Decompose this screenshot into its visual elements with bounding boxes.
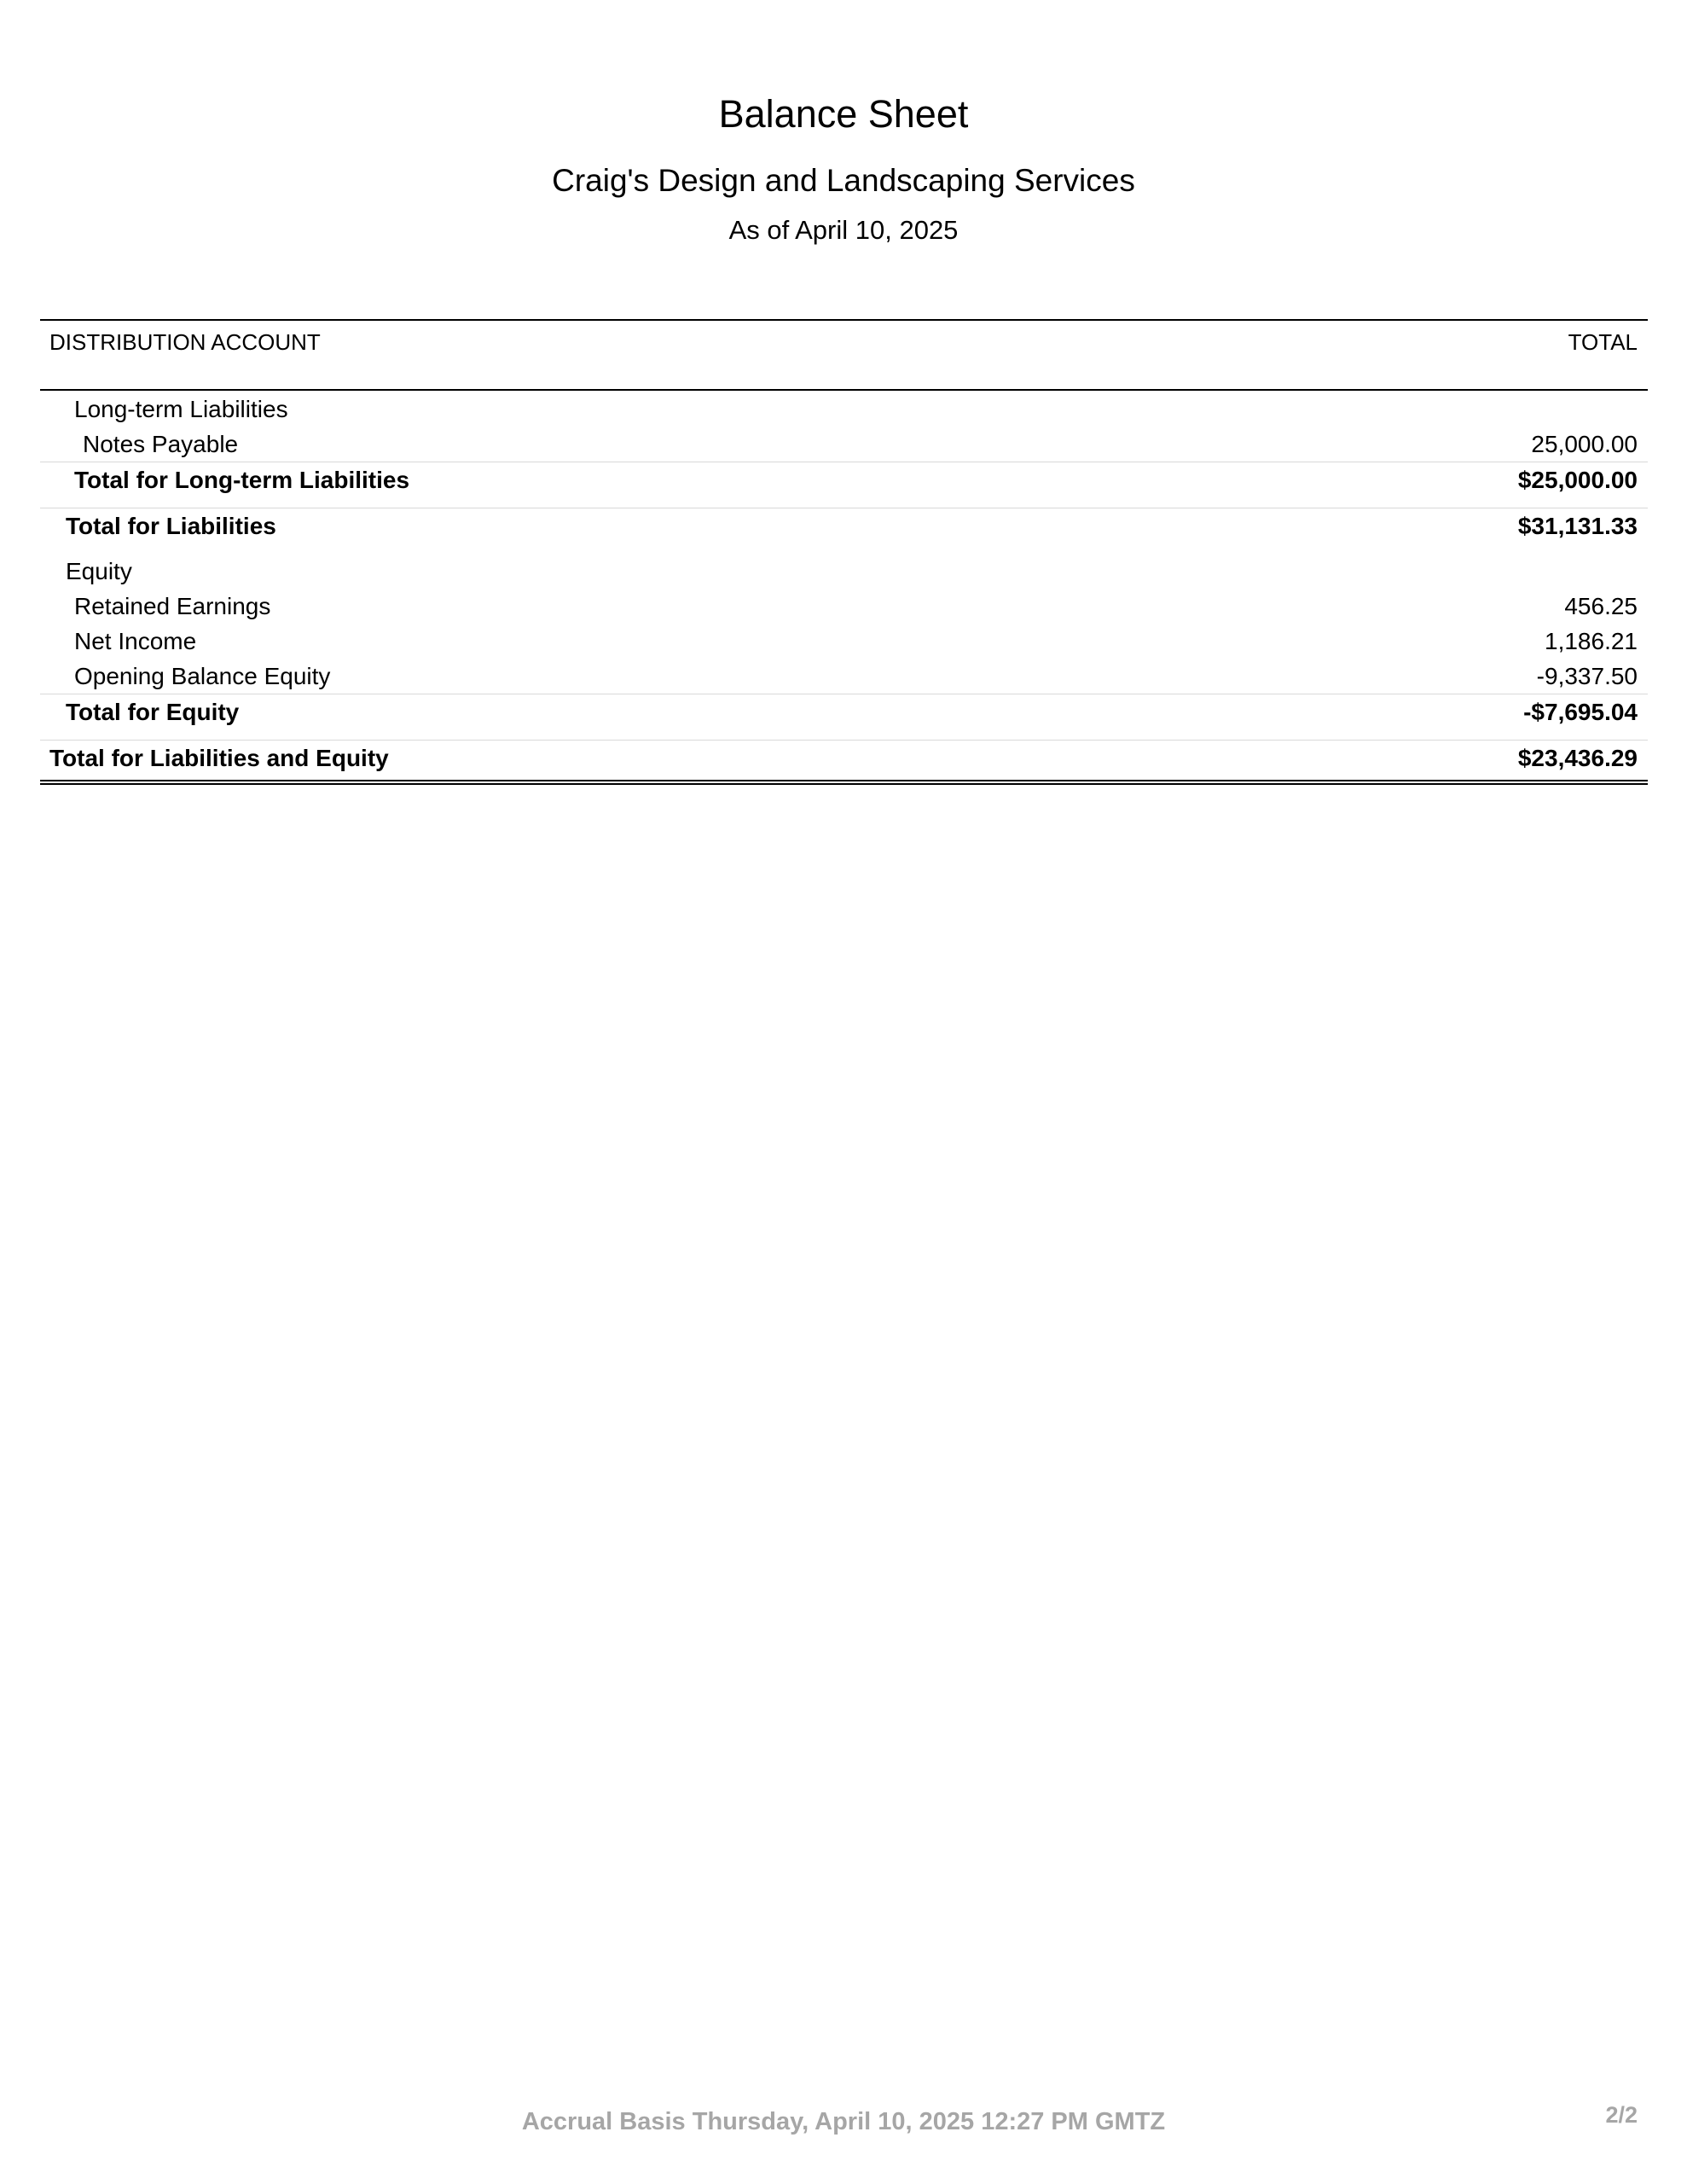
table-header [40, 319, 1648, 391]
table-row [40, 427, 1648, 462]
total-amount-liabilities[interactable]: $31,131.33 [1517, 513, 1638, 539]
total-amount-equity[interactable]: -$7,695.04 [1523, 699, 1638, 725]
amount-net-income[interactable]: 1,186.21 [1545, 628, 1638, 654]
company-name: Craig's Design and Landscaping Services [552, 163, 1135, 198]
amount-retained-earnings[interactable]: 456.25 [1564, 593, 1638, 619]
report-title: Balance Sheet [718, 92, 969, 136]
table-row-total [40, 462, 1648, 508]
table-row [40, 624, 1648, 659]
section-label-equity[interactable]: Equity [66, 558, 132, 584]
account-label-opening-balance-equity[interactable]: Opening Balance Equity [74, 663, 331, 689]
column-header-account[interactable]: DISTRIBUTION ACCOUNT [49, 329, 321, 355]
balance-sheet-table [40, 319, 1648, 785]
footer-basis-timestamp: Accrual Basis Thursday, April 10, 2025 12:27 PM GMTZ [521, 2108, 1166, 2135]
table-row [40, 554, 1648, 589]
total-label-liabilities: Total for Liabilities [66, 513, 276, 539]
total-amount-liabilities-and-equity[interactable]: $23,436.29 [1517, 745, 1638, 771]
total-amount-long-term-liabilities[interactable]: $25,000.00 [1517, 467, 1638, 493]
amount-notes-payable[interactable]: 25,000.00 [1531, 431, 1638, 457]
account-label-net-income[interactable]: Net Income [74, 628, 197, 654]
column-header-total[interactable]: TOTAL [1568, 329, 1638, 355]
total-label-long-term-liabilities: Total for Long-term Liabilities [74, 467, 410, 493]
table-row [40, 659, 1648, 694]
page-number: 2/2 [1605, 2102, 1638, 2128]
report-date: As of April 10, 2025 [728, 215, 959, 245]
account-label-retained-earnings[interactable]: Retained Earnings [74, 593, 271, 619]
total-label-equity: Total for Equity [66, 699, 240, 725]
table-row-grand-total [40, 740, 1648, 785]
table-row-total [40, 694, 1648, 740]
account-label-notes-payable[interactable]: Notes Payable [83, 431, 239, 457]
total-label-liabilities-and-equity: Total for Liabilities and Equity [49, 745, 389, 771]
section-label-long-term-liabilities[interactable]: Long-term Liabilities [74, 396, 288, 422]
table-row [40, 392, 1648, 427]
table-row [40, 589, 1648, 624]
table-row-total [40, 508, 1648, 554]
amount-opening-balance-equity[interactable]: -9,337.50 [1536, 663, 1638, 689]
